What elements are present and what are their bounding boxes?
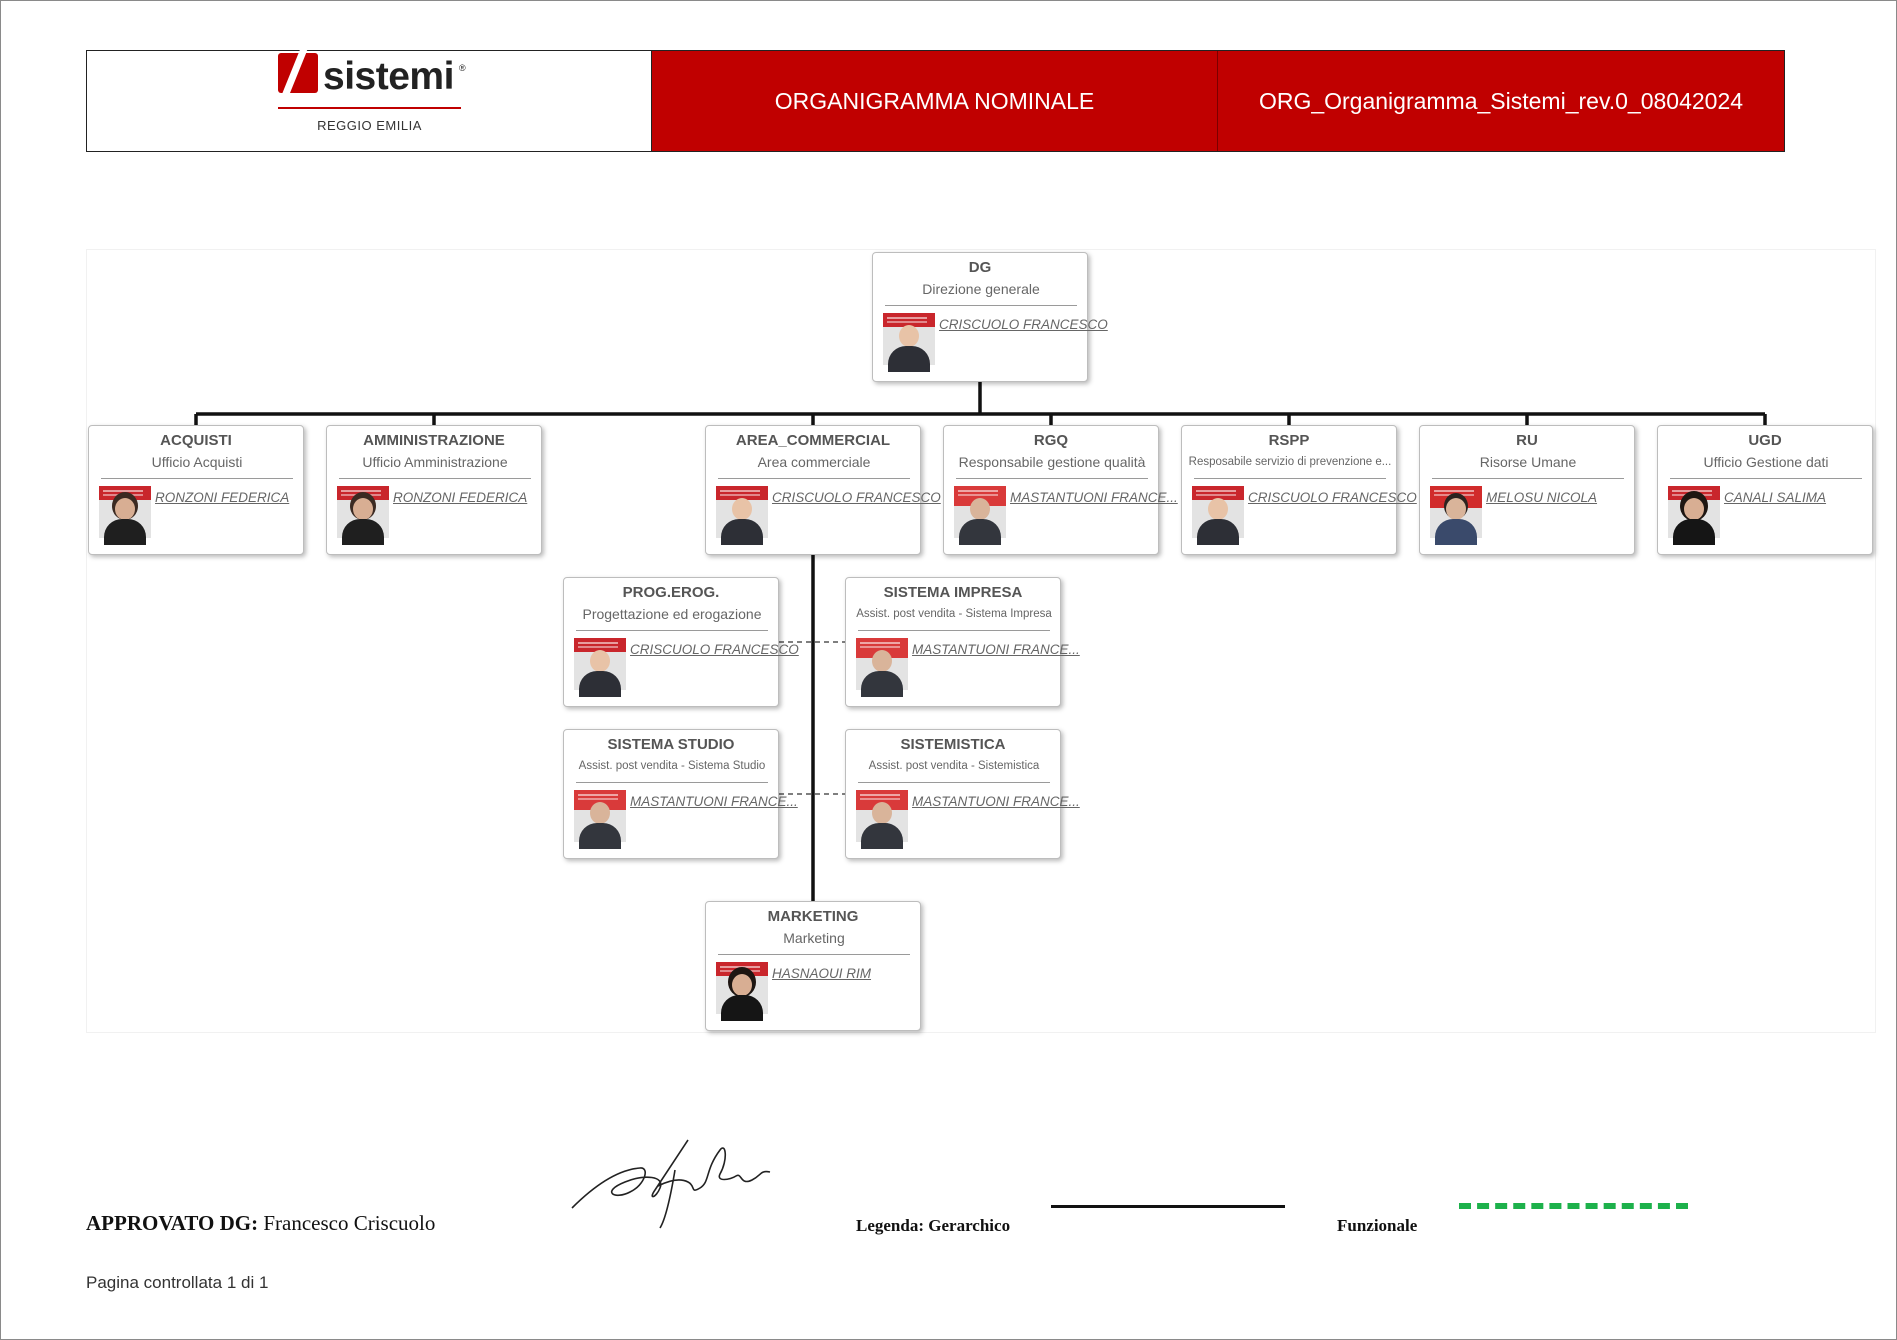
person-photo bbox=[883, 313, 935, 365]
logo-text: sistemi bbox=[323, 55, 454, 98]
node-code: SISTEMISTICA bbox=[900, 736, 1006, 753]
node-code: ACQUISTI bbox=[160, 432, 232, 449]
node-description: Area commerciale bbox=[757, 454, 871, 470]
person-photo bbox=[1430, 486, 1482, 538]
page-control: Pagina controllata 1 di 1 bbox=[86, 1273, 269, 1292]
person-name-link[interactable]: RONZONI FEDERICA bbox=[393, 490, 528, 505]
node-description: Assist. post vendita - Sistemistica bbox=[868, 760, 1040, 772]
person-name-link[interactable]: MASTANTUONI FRANCE... bbox=[1010, 490, 1178, 505]
person-photo bbox=[1668, 486, 1720, 538]
person-name-link[interactable]: RONZONI FEDERICA bbox=[155, 490, 290, 505]
node-code: RGQ bbox=[1033, 432, 1069, 449]
node-code: SISTEMA IMPRESA bbox=[883, 584, 1023, 601]
org-node-sistemistica[interactable] bbox=[845, 729, 1080, 859]
logo-registered-mark: ® bbox=[459, 63, 466, 73]
legend-functional-label: Funzionale bbox=[1337, 1216, 1418, 1235]
node-description: Responsabile gestione qualità bbox=[958, 454, 1146, 470]
org-node-sistema-studio[interactable] bbox=[563, 729, 798, 859]
node-code: DG bbox=[968, 259, 992, 276]
approval-label: APPROVATO DG: bbox=[86, 1211, 259, 1235]
legend-hierarchical-label: Legenda: Gerarchico bbox=[856, 1216, 1011, 1235]
node-code: PROG.EROG. bbox=[622, 584, 720, 601]
node-divider bbox=[1432, 478, 1624, 479]
person-photo bbox=[716, 962, 768, 1014]
node-code: UGD bbox=[1748, 432, 1782, 449]
person-name-link[interactable]: HASNAOUI RIM bbox=[772, 966, 872, 981]
org-node-ugd[interactable] bbox=[1657, 425, 1873, 555]
node-divider bbox=[718, 954, 910, 955]
person-name-link[interactable]: CRISCUOLO FRANCESCO bbox=[939, 317, 1108, 332]
node-description: Marketing bbox=[783, 930, 845, 946]
person-photo bbox=[337, 486, 389, 538]
node-description: Assist. post vendita - Sistema Studio bbox=[578, 760, 766, 772]
person-photo bbox=[99, 486, 151, 538]
person-photo bbox=[574, 790, 626, 842]
document-title: ORGANIGRAMMA NOMINALE bbox=[652, 51, 1218, 151]
node-description: Assist. post vendita - Sistema Impresa bbox=[856, 608, 1052, 620]
node-code: SISTEMA STUDIO bbox=[607, 736, 735, 753]
person-name-link[interactable]: MELOSU NICOLA bbox=[1486, 490, 1598, 505]
person-photo bbox=[856, 790, 908, 842]
org-node-rgq[interactable] bbox=[943, 425, 1178, 555]
legend-functional-line bbox=[1459, 1203, 1688, 1209]
node-description: Ufficio Gestione dati bbox=[1703, 454, 1829, 470]
node-code: AMMINISTRAZIONE bbox=[363, 432, 505, 449]
node-divider bbox=[576, 782, 768, 783]
org-node-marketing[interactable] bbox=[705, 901, 921, 1031]
node-description: Direzione generale bbox=[922, 281, 1040, 297]
org-node-sistema-impresa[interactable] bbox=[845, 577, 1080, 707]
node-divider bbox=[718, 478, 910, 479]
node-description: Resposabile servizio di prevenzione e... bbox=[1188, 456, 1392, 468]
node-code: RSPP bbox=[1268, 432, 1310, 449]
org-node-ru[interactable] bbox=[1419, 425, 1635, 555]
document-code: ORG_Organigramma_Sistemi_rev.0_08042024 bbox=[1218, 51, 1784, 151]
person-name-link[interactable]: MASTANTUONI FRANCE... bbox=[912, 642, 1080, 657]
person-name-link[interactable]: CRISCUOLO FRANCESCO bbox=[630, 642, 799, 657]
node-divider bbox=[339, 478, 531, 479]
node-divider bbox=[858, 630, 1050, 631]
org-node-acquisti[interactable] bbox=[88, 425, 304, 555]
org-node-dg[interactable] bbox=[872, 252, 1108, 382]
person-name-link[interactable]: CANALI SALIMA bbox=[1724, 490, 1827, 505]
person-name-link[interactable]: MASTANTUONI FRANCE... bbox=[912, 794, 1080, 809]
node-description: Progettazione ed erogazione bbox=[582, 606, 762, 622]
node-code: RU bbox=[1516, 432, 1538, 449]
person-photo bbox=[574, 638, 626, 690]
org-node-amministrazione[interactable] bbox=[326, 425, 542, 555]
node-divider bbox=[1194, 478, 1386, 479]
node-divider bbox=[101, 478, 293, 479]
approval-line bbox=[86, 1211, 435, 1236]
handwritten-signature bbox=[570, 1130, 780, 1230]
person-name-link[interactable]: CRISCUOLO FRANCESCO bbox=[772, 490, 941, 505]
person-photo bbox=[716, 486, 768, 538]
node-description: Ufficio Amministrazione bbox=[362, 454, 508, 470]
node-divider bbox=[576, 630, 768, 631]
approver-name: Francesco Criscuolo bbox=[263, 1211, 436, 1235]
person-photo bbox=[856, 638, 908, 690]
node-divider bbox=[956, 478, 1148, 479]
org-node-area-commercial[interactable] bbox=[705, 425, 941, 555]
node-description: Ufficio Acquisti bbox=[151, 454, 243, 470]
person-name-link[interactable]: CRISCUOLO FRANCESCO bbox=[1248, 490, 1417, 505]
logo-city: REGGIO EMILIA bbox=[317, 118, 422, 133]
org-node-rspp[interactable] bbox=[1181, 425, 1417, 555]
person-photo bbox=[954, 486, 1006, 538]
node-code: AREA_COMMERCIAL bbox=[735, 432, 891, 449]
legend-hierarchical-line bbox=[1051, 1205, 1285, 1208]
person-photo bbox=[1192, 486, 1244, 538]
node-divider bbox=[1670, 478, 1862, 479]
node-divider bbox=[885, 305, 1077, 306]
node-code: MARKETING bbox=[767, 908, 859, 925]
node-divider bbox=[858, 782, 1050, 783]
node-description: Risorse Umane bbox=[1479, 454, 1577, 470]
person-name-link[interactable]: MASTANTUONI FRANCE... bbox=[630, 794, 798, 809]
org-node-prog-erog[interactable] bbox=[563, 577, 799, 707]
